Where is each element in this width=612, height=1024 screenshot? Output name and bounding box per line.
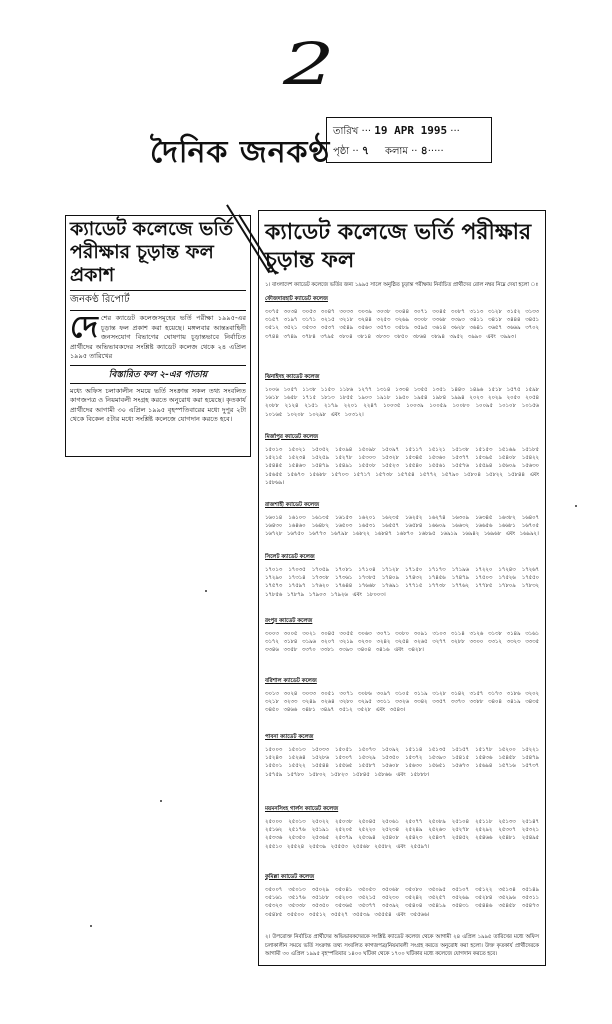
continued-notice: বিস্তারিত ফল ২-এর পাতায় — [70, 365, 246, 384]
right-article — [258, 210, 546, 966]
column-value: ৪ — [420, 144, 428, 157]
section-title: ফৌজদারহাট ক্যাডেট কলেজ — [265, 296, 328, 302]
page-value: ৭ — [361, 144, 370, 157]
section-title: রংপুর ক্যাডেট কলেজ — [265, 618, 313, 624]
result-section — [265, 805, 539, 871]
section-title: কুমিল্লা ক্যাডেট কলেজ — [265, 874, 315, 880]
byline: জনকণ্ঠ রিপোর্ট — [70, 290, 246, 311]
section-title: ময়মনসিংহ গার্লস ক্যাডেট কলেজ — [265, 806, 339, 812]
result-section — [265, 553, 539, 615]
section-title: সিলেট ক্যাডেট কলেজ — [265, 554, 315, 560]
roll-numbers: ১৫০১৩ ১৫০২১ ১৫০৫২ ১৫০৯৪ ১৫০৯৮ ১৫০৯৭ ১৫১১৭ ১৫১২১ ১৫১৩৮ ১৫১৫৩ ১৫১৬৯ ১৫১৮৫ ১৫২১৫ ১৫২৩৪ ১৫২৫৯ ১৫২৭৮ ১৫৩০৩ ১৫৩২৮ ১৫৩৪৫ ১৫৩৬০ ১৫৩৭৭ ১৫৩৯৫ ১৫৪০৮ ১৫৪২২ ১৫৪৪৫ ১৫৪৬৩ ১৫৪৭৯ ১৫৪৯১ ১৫৫০৮ ১৫৫২৩ ১৫৫৪০ ১৫৫৬১ ১৫৫৭৬ ১৫৫৯৪ ১৫৬০৯ ১৫৬৩০ ১৫৬৫৫ ১৫৬৭৩ ১৫৬৮৮ ১৫৭০৩ ১৫৭১৭ ১৫৭৩৮ ১৫৭৫৪ ১৫৭৭২ ১৫৭৯০ ১৫৮০৪ ১৫৮২২ ১৫৮৪৪ এবং ১৫৮৬৯। — [265, 447, 539, 486]
handwritten-page-number: 2 — [283, 30, 335, 98]
section-title: মির্জাপুর ক্যাডেট কলেজ — [265, 434, 319, 440]
scan-speck — [205, 590, 207, 592]
drop-cap: দে — [70, 310, 98, 345]
right-headline: ক্যাডেট কলেজে ভর্তি পরীক্ষার চূড়ান্ত ফল — [265, 220, 532, 273]
roll-numbers: ৩৫০০৭ ৩৫০১৩ ৩৫০২৯ ৩৫০৪১ ৩৫০৫৩ ৩৫০৬৮ ৩৫০৮০ ৩৫০৯৫ ৩৫১০৭ ৩৫১২২ ৩৫১৩৪ ৩৫১৪৯ ৩৫১৬১ ৩৫১৭৬ ৩৫১৮৮ ৩৫২০৩ ৩৫২১৫ ৩৫২৩০ ৩৫২৪২ ৩৫২৫৭ ৩৫২৬৯ ৩৫২৮৪ ৩৫২৯৬ ৩৫৩১১ ৩৫৩২৩ ৩৫৩৩৮ ৩৫৩৫০ ৩৫৩৬৫ ৩৫৩৭৭ ৩৫৩৯২ ৩৫৪০৪ ৩৫৪১৯ ৩৫৪৩১ ৩৫৪৪৬ ৩৫৪৫৮ ৩৫৪৭৩ ৩৫৪৮৫ ৩৫৫০০ ৩৫৫১২ ৩৫৫২৭ ৩৫৫৩৯ ৩৫৫৫৪ এবং ৩৫৫৬৬। — [265, 887, 539, 918]
roll-numbers: ৩০৭৫ ৩০৩৪ ৩০৫৩ ৩০৪৭ ৩০৩৩ ৩০৩৯ ৩০৩৮ ৩০৪৪ ৩০৭১ ৩০৪৫ ৩০৮৭ ৩১১৩ ৩১২৮ ৩১৫২ ৩১৩৩ ৩১৫৭ ৩১৯৭ ৩১৭১ ৩২১৫ ৩২১৮ ৩২৪৪ ৩২৫৩ ৩২৬৯ ৩৩০৮ ৩৩৬৮ ৩৩৯৩ ৩৪১১ ৩৪১৮ ৩৪৪৪ ৩৪৫১ ৩৫১২ ৩৫২১ ৩৫৩৩ ৩৫৩৭ ৩৫৪৯ ৩৫৬৩ ৩৫৭৩ ৩৫৮৯ ৩৫৯৫ ৩৬১৪ ৩৬২৮ ৩৬৪১ ৩৬৫৭ ৩৬৬৯ ৩৭০২ ৩৭৪৪ ৩৭৪৯ ৩৭৮৪ ৩৭৯৫ ৩৮০৪ ৩৮১৪ ৩৮৩৩ ৩৮৫০ ৩৮৬৪ ৩৮৯৪ ৩৯৫২ ৩৯৯০ এবং ৩৯৯৩। — [265, 309, 539, 340]
page-label: পৃষ্ঠা — [333, 146, 350, 157]
result-section — [265, 873, 539, 931]
intro-text: ১। বাংলাদেশ ক্যাডেট কলেজে ভর্তির জন্য ১৯৯৫ সালে অনুষ্ঠিত চূড়ান্ত পরীক্ষায় নির্বাচিত প্রার্থীদের রোল নম্বর নিম্নে দেয়া হলো ঃ — [265, 282, 539, 288]
date-label: তারিখ — [333, 126, 359, 137]
left-headline: ক্যাডেট কলেজে ভর্তি পরীক্ষার চূড়ান্ত ফল প্রকাশ — [70, 218, 234, 286]
result-section — [265, 733, 539, 803]
scan-speck — [575, 505, 577, 507]
result-section — [265, 501, 539, 551]
roll-numbers: ১৭০১৩ ১৭০৩৫ ১৭০৫৯ ১৭০৮১ ১৭১০৪ ১৭১২৮ ১৭১৫০ ১৭১৭৩ ১৭১৯৬ ১৭২২০ ১৭২৪৩ ১৭২৬৭ ১৭২৯০ ১৭৩১৪ ১৭৩৩৮ ১৭৩৬১ ১৭৩৮৫ ১৭৪০৯ ১৭৪৩২ ১৭৪৫৬ ১৭৪৭৯ ১৭৫০৩ ১৭৫২৬ ১৭৫৫০ ১৭৫৭৩ ১৭৫৯৭ ১৭৬২০ ১৭৬৪৪ ১৭৬৬৮ ১৭৬৯১ ১৭৭১৫ ১৭৭৩৮ ১৭৭৬২ ১৭৭৮৫ ১৭৮০৯ ১৭৮৩২ ১৭৮৫৬ ১৭৮৭৯ ১৭৯০৩ ১৭৯২৬ এবং ১৮০০৩। — [265, 567, 539, 598]
left-article — [65, 215, 251, 457]
result-section — [265, 295, 539, 371]
section-title: ঝিনাইদহ ক্যাডেট কলেজ — [265, 374, 320, 380]
scan-speck — [90, 925, 92, 927]
roll-numbers: ২৫০০০ ২৫০১৩ ২৫০২২ ২৫০৩৮ ২৫০৪৫ ২৫০৬১ ২৫০৭৭ ২৫০৮৯ ২৫১০৪ ২৫১১৮ ২৫১৩৩ ২৫১৪৭ ২৫১৬২ ২৫১৭৬ ২৫১৯১ ২৫২০৫ ২৫২২০ ২৫২৩৪ ২৫২৪৯ ২৫২৬৩ ২৫২৭৮ ২৫২৯২ ২৫৩০৭ ২৫৩২১ ২৫৩৩৬ ২৫৩৫০ ২৫৩৬৫ ২৫৩৭৯ ২৫৩৯৪ ২৫৪০৮ ২৫৪২৩ ২৫৪৩৭ ২৫৪৫২ ২৫৪৬৬ ২৫৪৮১ ২৫৪৯৫ ২৫৫১০ ২৫৫২৪ ২৫৫৩৯ ২৫৫৫৩ ২৫৫৬৮ ২৫৫৮২ এবং ২৫৫৯৭। — [265, 819, 539, 850]
roll-numbers: ৩০১৩ ৩০২৪ ৩০৩৩ ৩০৫১ ৩০৭১ ৩০৮৬ ৩০৯৭ ৩১০৫ ৩১১৯ ৩১২৮ ৩১৪২ ৩১৫৭ ৩১৭৩ ৩১৮৬ ৩২০২ ৩২১৮ ৩২৩৩ ৩২৪৯ ৩২৬৪ ৩২৮০ ৩২৯৫ ৩৩১১ ৩৩২৬ ৩৩৪২ ৩৩৫৭ ৩৩৭৩ ৩৩৮৮ ৩৪০৪ ৩৪১৯ ৩৪৩৫ ৩৪৫০ ৩৪৬৬ ৩৪৮১ ৩৪৯৭ ৩৫১২ ৩৫২৮ এবং ৩৫৪৩। — [265, 691, 539, 714]
date-stamp: তারিখ ··· 19 APR 1995 ··· পৃষ্ঠা ·· ৭ কলাম ·· ৪····· — [326, 117, 492, 163]
date-value: 19 APR 1995 — [374, 124, 448, 137]
scan-speck — [160, 800, 162, 802]
section-title: বরিশাল ক্যাডেট কলেজ — [265, 678, 317, 684]
result-section — [265, 433, 539, 499]
column-label: কলাম — [384, 146, 408, 157]
section-title: পাবনা ক্যাডেট কলেজ — [265, 734, 314, 740]
result-section — [265, 617, 539, 675]
result-section — [265, 373, 539, 431]
roll-numbers: ৩০০৩ ৩০০৫ ৩০২১ ৩০৪৫ ৩০৫৫ ৩০৬৩ ৩০৭১ ৩০৮০ ৩০৯১ ৩১০৩ ৩১১৪ ৩১২৬ ৩১৩৮ ৩১৪৯ ৩১৬১ ৩১৭২ ৩১৮৪ ৩১৯৬ ৩২০৭ ৩২১৯ ৩২৩০ ৩২৪২ ৩২৫৪ ৩২৬৫ ৩২৭৭ ৩২৮৮ ৩৩০০ ৩৩১২ ৩৩২৩ ৩৩৩৫ ৩৩৪৬ ৩৩৫৮ ৩৩৭০ ৩৩৮১ ৩৩৯৩ ৩৪০৪ ৩৪১৬ এবং ৩৪২৮। — [265, 631, 539, 654]
left-paragraph-2: মধ্যে অফিস চলাকালীন সময়ে ভর্তি সংক্রান্ত সকল তথ্য সংবলিত কাগজপত্র ও নিয়মাবলী সংগ্রহ করতে অনুরোধ করা হয়েছে। কৃতকার্য প্রার্থীদের আগামী ৩০ এপ্রিল ১৯৯৫ বৃহস্পতিবারের মধ্যে দুপুর ২টা থেকে বিকেল ৫টার মধ্যে সংশ্লিষ্ট কলেজে যোগদান করতে হবে। — [70, 386, 246, 423]
section-title: রাজশাহী ক্যাডেট কলেজ — [265, 502, 320, 508]
left-paragraph-1: শের ক্যাডেট কলেজসমূহের ভর্তি পরীক্ষা ১৯৯৫-এর চূড়ান্ত ফল প্রকাশ করা হয়েছে। মঙ্গলবার আন্তঃবাহিনী জনসংযোগ বিভাগের ঘোষণায় চূড়ান্তভাবে নির্বাচিত প্রার্থীদের অভিভাবকদের সংশ্লিষ্ট ক্যাডেট কলেজ থেকে ২৪ এপ্রিল ১৯৯৫ তারিখের — [70, 314, 246, 360]
newspaper-masthead: দৈনিক জনকণ্ঠ — [150, 135, 331, 170]
roll-numbers: ১০০৬ ১০৫৭ ১১৩৮ ১১৫৩ ১১৮৬ ১২৭৭ ১৩১৪ ১৩৩৪ ১৩৫৫ ১৩৫১ ১৪৪৩ ১৪৯৬ ১৫১৮ ১৫৭৫ ১৫৯৮ ১৬১৮ ১৬৫৮ ১৭১৫ ১৮১৩ ১৮৫৫ ১৯০৩ ১৯১৮ ১৯৫০ ১৯৫৪ ১৯৮৪ ১৯৯৪ ২০২৩ ২০২৯ ২০৫০ ২০৫৪ ২০৮৮ ২১২৪ ২১৫১ ২১৭৯ ২২০১ ২২৪৭ ১০০৩৫ ১০০৩৯ ১০০৫৯ ১০০৮০ ১০০৯৫ ১০১০৮ ১০১৫৬ ১০১৬৫ ১০২০৮ ১০২৯৮ এবং ১০৩১২। — [265, 387, 539, 418]
footnote: ২। উপরোক্ত নির্বাচিত প্রার্থীদের অভিভাবকদেরকে সংশ্লিষ্ট ক্যাডেট কলেজ থেকে আগামী ২৪ এপ্রিল ১৯৯৫ তারিখের মধ্যে অফিস চলাকালীন সময়ে ভর্তি সংক্রান্ত তথ্য সংবলিত কাগজপত্র/নিয়মাবলী সংগ্রহ করতে অনুরোধ করা হলো। উক্ত কৃতকার্য প্রার্থীদেরকে আগামী ৩০ এপ্রিল ১৯৯৫ বৃহস্পতিবার ১৪০০ ঘটিকা থেকে ১৭০০ ঘটিকার মধ্যে কলেজে যোগদান করতে হবে। — [265, 934, 539, 957]
roll-numbers: ১৬০১৪ ১৬১০৩ ১৬১৩৫ ১৬১৫৩ ১৬২০১ ১৬২৩৫ ১৬২৫২ ১৬২৭৪ ১৬৩০৯ ১৬৩৪৫ ১৬৩৮২ ১৬৪০৭ ১৬৪৩০ ১৬৪৬০ ১৬৪৮২ ১৬৫০৩ ১৬৫৩১ ১৬৫৫৭ ১৬৫৮৪ ১৬৬০৯ ১৬৬৩২ ১৬৬৫৬ ১৬৬৮১ ১৬৭০৫ ১৬৭২৮ ১৬৭৫০ ১৬৭৭৩ ১৬৭৯৮ ১৬৮২২ ১৬৮৪৭ ১৬৮৭০ ১৬৮৯৫ ১৬৯১৯ ১৬৯৪২ ১৬৯৬৮ এবং ১৬৯৯২। — [265, 515, 539, 538]
roll-numbers: ১৫০০৩ ১৫০১৩ ১৫০৩৩ ১৫০৫১ ১৫০৭৩ ১৫০৯২ ১৫১১৪ ১৫১৩৫ ১৫১৫৭ ১৫১৭৮ ১৫২০০ ১৫২২১ ১৫২৪৩ ১৫২৬৪ ১৫২৮৬ ১৫৩০৭ ১৫৩২৯ ১৫৩৫০ ১৫৩৭২ ১৫৩৯৩ ১৫৪১৫ ১৫৪৩৬ ১৫৪৫৮ ১৫৪৭৯ ১৫৫০১ ১৫৫২২ ১৫৫৪৪ ১৫৫৬৫ ১৫৫৮৭ ১৫৬০৮ ১৫৬৩০ ১৫৬৫১ ১৫৬৭৩ ১৫৬৯৪ ১৫৭১৬ ১৫৭৩৭ ১৫৭৫৯ ১৫৭৮০ ১৫৮০২ ১৫৮২৩ ১৫৮৪৫ ১৫৮৬৬ এবং ১৫৮৮৮। — [265, 747, 539, 778]
result-section — [265, 677, 539, 731]
